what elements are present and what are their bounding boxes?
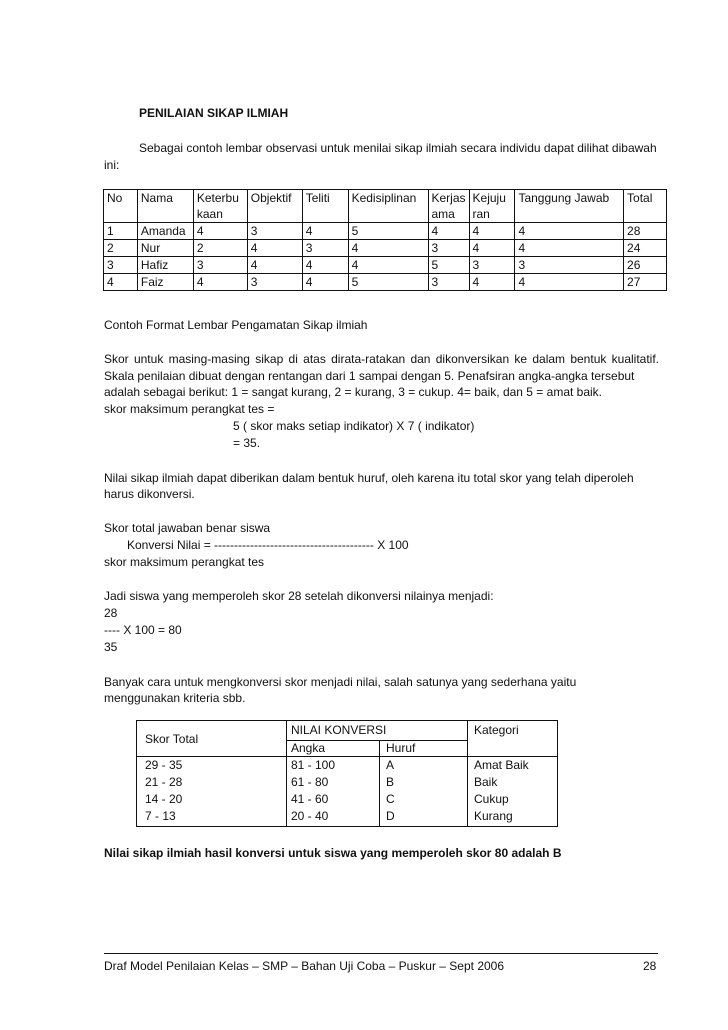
formula-denominator: skor maksimum perangkat tes [104, 555, 265, 569]
header-cell [469, 190, 515, 223]
header-cell [428, 190, 469, 223]
header-label: No [107, 191, 123, 205]
table-cell: 4 [515, 223, 624, 240]
conversion-kategori-cell: Baik [474, 775, 498, 789]
section-heading: PENILAIAN SIKAP ILMIAH [139, 106, 289, 120]
table-cell: 3 [193, 257, 247, 274]
paragraph-scoring: Skor untuk masing-masing sikap di atas dirata-ratakan dan dikonversikan ke dalam bentuk kualitatif. Skala penilaian dibuat dengan rentangan dari 1 sampai dengan 5. Penafsiran angka-angka tersebut [104, 352, 659, 383]
footer-text: Draf Model Penilaian Kelas – SMP – Bahan Uji Coba – Puskur – Sept 2006 [104, 959, 505, 973]
conversion-angka-cell: 20 - 40 [291, 809, 329, 823]
table-cell: 4 [469, 274, 515, 291]
table-cell: 5 [348, 274, 428, 291]
table-cell: 4 [247, 257, 302, 274]
table-cell: 4 [302, 274, 348, 291]
table-cell: 5 [428, 257, 469, 274]
table-cell: 3 [247, 274, 302, 291]
table-cell: 24 [624, 240, 667, 257]
page-number: 28 [643, 959, 657, 973]
table-cell: 4 [302, 257, 348, 274]
header-huruf: Huruf [386, 741, 416, 755]
header-cell [515, 190, 624, 223]
table-cell: 3 [428, 240, 469, 257]
conversion-skor-cell: 7 - 13 [145, 809, 176, 823]
header-cell [302, 190, 348, 223]
conversion-angka-cell: 81 - 100 [291, 758, 336, 772]
header-cell [193, 190, 247, 223]
intro-text: Sebagai contoh lembar observasi untuk menilai sikap ilmiah secara individu dapat dilihat dibawah [139, 141, 657, 155]
header-label: Total [627, 191, 653, 205]
table-cell: 5 [348, 223, 428, 240]
conversion-huruf-cell: A [386, 758, 395, 772]
header-cell [104, 190, 138, 223]
paragraph-criteria: Banyak cara untuk mengkonversi skor menjadi nilai, salah satunya yang sederhana yaitu [104, 675, 577, 689]
header-angka: Angka [291, 741, 326, 755]
table-cell: 3 [469, 257, 515, 274]
table-cell: 3 [247, 223, 302, 240]
header-label: Kedisiplinan [351, 191, 417, 205]
table-cell: Nur [137, 240, 193, 257]
example-numerator: 28 [104, 606, 118, 620]
conversion-skor-cell: 21 - 28 [145, 775, 183, 789]
header-label: Tanggung Jawab [518, 191, 610, 205]
conversion-kategori-cell: Amat Baik [474, 758, 529, 772]
conversion-angka-cell: 61 - 80 [291, 775, 329, 789]
table-cell: Hafiz [137, 257, 193, 274]
conversion-huruf-cell: B [386, 775, 395, 789]
paragraph-conversion-end: harus dikonversi. [104, 487, 195, 501]
header-label-cont: kaan [196, 207, 223, 221]
max-score-label: skor maksimum perangkat tes = [104, 402, 275, 416]
table-cell: 4 [428, 223, 469, 240]
table-cell: 4 [193, 223, 247, 240]
max-score-result: = 35. [233, 436, 261, 450]
example-denominator: 35 [104, 640, 118, 654]
table-cell: 4 [515, 274, 624, 291]
header-cell [137, 190, 193, 223]
table-cell: 3 [428, 274, 469, 291]
intro-text-cont: ini: [104, 158, 120, 172]
table-row [104, 274, 667, 291]
header-cell [624, 190, 667, 223]
conversion-skor-cell: 29 - 35 [145, 758, 183, 772]
max-score-formula: 5 ( skor maks setiap indikator) X 7 ( indikator) [233, 419, 475, 433]
formula-numerator: Skor total jawaban benar siswa [104, 521, 271, 535]
header-label: Kerjas [431, 191, 466, 205]
header-label: Keterbu [196, 191, 239, 205]
table-row [104, 223, 667, 240]
table-cell: 4 [348, 257, 428, 274]
conversion-skor-cell: 14 - 20 [145, 792, 183, 806]
header-cell [348, 190, 428, 223]
conversion-kategori-cell: Cukup [474, 792, 509, 806]
table-cell: 4 [193, 274, 247, 291]
table-cell: 4 [469, 223, 515, 240]
table-row [104, 257, 667, 274]
conversion-huruf-cell: C [386, 792, 395, 806]
header-label: Objektif [250, 191, 292, 205]
table-header-row [104, 190, 667, 223]
table-cell: 28 [624, 223, 667, 240]
footer-rule [104, 953, 658, 954]
table-cell: Faiz [137, 274, 193, 291]
conversion-angka-cell: 41 - 60 [291, 792, 329, 806]
header-cell [247, 190, 302, 223]
table-row [104, 240, 667, 257]
example-intro: Jadi siswa yang memperoleh skor 28 setelah dikonversi nilainya menjadi: [104, 589, 494, 603]
header-kategori: Kategori [474, 723, 519, 737]
example-line: ---- X 100 = 80 [104, 623, 182, 637]
table-cell: 4 [469, 240, 515, 257]
table-cell: 4 [348, 240, 428, 257]
table-cell: 2 [193, 240, 247, 257]
table-cell: 3 [515, 257, 624, 274]
paragraph-criteria-end: menggunakan kriteria sbb. [104, 691, 246, 705]
header-nilai-konversi: NILAI KONVERSI [291, 723, 387, 737]
table-cell: 3 [104, 257, 138, 274]
header-label: Kejuju [472, 191, 506, 205]
header-label: Teliti [305, 191, 330, 205]
header-label-cont: ama [431, 207, 455, 221]
table-cell: 2 [104, 240, 138, 257]
conversion-kategori-cell: Kurang [474, 809, 513, 823]
table-cell: 4 [104, 274, 138, 291]
table-cell: Amanda [137, 223, 193, 240]
formula-line: Konversi Nilai = ---------------------------------------- X 100 [127, 538, 409, 552]
table-cell: 1 [104, 223, 138, 240]
table-cell: 26 [624, 257, 667, 274]
conclusion: Nilai sikap ilmiah hasil konversi untuk siswa yang memperoleh skor 80 adalah B [104, 846, 562, 860]
header-label-cont: ran [472, 207, 490, 221]
paragraph-scoring-end: adalah sebagai berikut: 1 = sangat kurang, 2 = kurang, 3 = cukup. 4= baik, dan 5 = amat baik. [104, 385, 603, 399]
table-cell: 4 [247, 240, 302, 257]
table-cell: 3 [302, 240, 348, 257]
conversion-huruf-cell: D [386, 809, 395, 823]
observation-table [103, 189, 667, 291]
header-label: Nama [140, 191, 173, 205]
table-cell: 27 [624, 274, 667, 291]
table-cell: 4 [302, 223, 348, 240]
header-skor-total: Skor Total [145, 732, 199, 746]
table-caption: Contoh Format Lembar Pengamatan Sikap ilmiah [104, 318, 368, 332]
paragraph-conversion: Nilai sikap ilmiah dapat diberikan dalam bentuk huruf, oleh karena itu total skor yang telah diperoleh [104, 471, 634, 485]
table-cell: 4 [515, 240, 624, 257]
